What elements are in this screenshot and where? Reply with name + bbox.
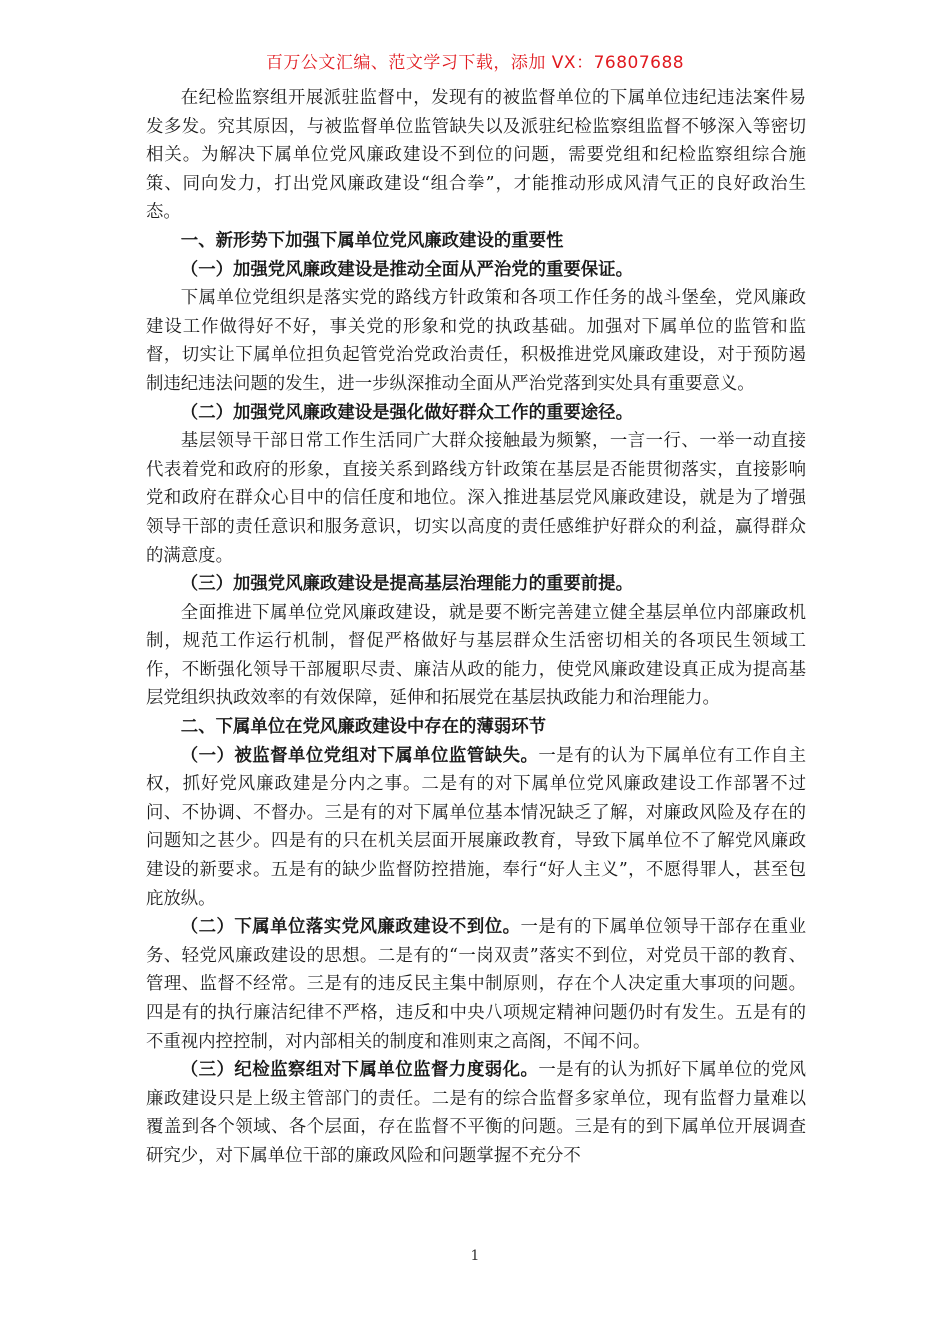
paragraph-text: 一是有的认为抓好下属单位的党风廉政建设只是上级主管部门的责任。二是有的综合监督多家单位，现有监督力量难以覆盖到各个领域、各个层面，存在监督不平衡的问题。三是有的到下属单位开展调查研究少，对下属单位干部的廉政风险和问题掌握不充分不 <box>146 1060 806 1166</box>
body-paragraph <box>146 913 806 1056</box>
body-paragraph: 全面推进下属单位党风廉政建设，就是要不断完善建立健全基层单位内部廉政机制，规范工作运行机制，督促严格做好与基层群众生活密切相关的各项民生领域工作，不断强化领导干部履职尽责、廉洁从政的能力，使党风廉政建设真正成为提高基层党组织执政效率的有效保障，延伸和拓展党在基层执政能力和治理能力。 <box>146 602 806 709</box>
subsection-heading-2-1: （一）被监督单位党组对下属单位监管缺失。 <box>180 745 539 766</box>
document-body <box>146 84 806 1171</box>
subsection-heading-2-3: （三）纪检监察组对下属单位监督力度弱化。 <box>180 1060 539 1081</box>
body-paragraph: 下属单位党组织是落实党的路线方针政策和各项工作任务的战斗堡垒，党风廉政建设工作做得好不好，事关党的形象和党的执政基础。加强对下属单位的监管和监督，切实让下属单位担负起管党治党政治责任，积极推进党风廉政建设，对于预防遏制违纪违法问题的发生，进一步纵深推动全面从严治党落到实处具有重要意义。 <box>146 288 806 394</box>
subsection-heading-1-3: （三）加强党风廉政建设是提高基层治理能力的重要前提。 <box>180 574 633 595</box>
watermark-header: 百万公文汇编、范文学习下载，添加 VX：76807688 <box>265 53 685 73</box>
subsection-heading-2-2: （二）下属单位落实党风廉政建设不到位。 <box>180 917 521 938</box>
intro-paragraph: 在纪检监察组开展派驻监督中，发现有的被监督单位的下属单位违纪违法案件易发多发。究其原因，与被监督单位监管缺失以及派驻纪检监察组监督不够深入等密切相关。为解决下属单位党风廉政建设不到位的问题，需要党组和纪检监察组综合施策、同向发力，打出党风廉政建设“组合拳”，才能推动形成风清气正的良好政治生态。 <box>146 88 806 223</box>
page-number: 1 <box>470 1248 480 1264</box>
subsection-heading-1-1: （一）加强党风廉政建设是推动全面从严治党的重要保证。 <box>180 259 633 280</box>
body-paragraph <box>146 742 806 914</box>
section-heading-2: 二、下属单位在党风廉政建设中存在的薄弱环节 <box>180 717 547 738</box>
body-paragraph <box>146 1056 806 1170</box>
subsection-heading-1-2: （二）加强党风廉政建设是强化做好群众工作的重要途径。 <box>180 402 633 423</box>
paragraph-text: 一是有的下属单位领导干部存在重业务、轻党风廉政建设的思想。二是有的“一岗双责”落实不到位，对党员干部的教育、管理、监督不经常。三是有的违反民主集中制原则，存在个人决定重大事项的问题。四是有的执行廉洁纪律不严格，违反和中央八项规定精神问题仍时有发生。五是有的不重视内控控制，对内部相关的制度和准则束之高阁，不闻不问。 <box>146 917 806 1052</box>
paragraph-text: 一是有的认为下属单位有工作自主权，抓好党风廉政建是分内之事。二是有的对下属单位党风廉政建设工作部署不过问、不协调、不督办。三是有的对下属单位基本情况缺乏了解，对廉政风险及存在的问题知之甚少。四是有的只在机关层面开展廉政教育，导致下属单位不了解党风廉政建设的新要求。五是有的缺少监督防控措施，奉行“好人主义”，不愿得罪人，甚至包庇放纵。 <box>146 745 806 909</box>
body-paragraph: 基层领导干部日常工作生活同广大群众接触最为频繁，一言一行、一举一动直接代表着党和政府的形象，直接关系到路线方针政策在基层是否能贯彻落实，直接影响党和政府在群众心目中的信任度和地位。深入推进基层党风廉政建设，就是为了增强领导干部的责任意识和服务意识，切实以高度的责任感维护好群众的利益，赢得群众的满意度。 <box>146 431 806 566</box>
section-heading-1: 一、新形势下加强下属单位党风廉政建设的重要性 <box>180 230 564 251</box>
